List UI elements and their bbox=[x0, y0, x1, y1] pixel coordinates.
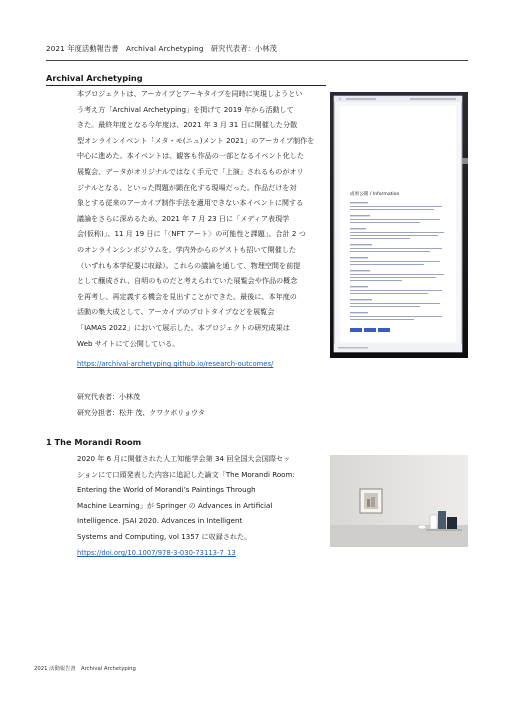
header-divider bbox=[46, 60, 468, 61]
exhibition-photo-illustration bbox=[330, 92, 468, 358]
section-body bbox=[77, 86, 325, 351]
section2-body bbox=[77, 451, 325, 545]
body-line: 議論をさらに深めるため、2021 年 7 月 23 日に「メディア表現学 bbox=[77, 213, 290, 223]
screen-heading: 成果公開 / Information bbox=[350, 192, 400, 197]
representative-text: 研究代表者：小林茂 bbox=[77, 393, 140, 401]
section2-title: 1 The Morandi Room bbox=[46, 437, 142, 447]
exhibition-photo bbox=[330, 92, 468, 358]
body-line: のオンラインシンポジウムを、学内外からのゲストも招いて開催した bbox=[77, 244, 296, 254]
body-line: Machine Learning」が Springer の Advances in Artificial bbox=[77, 500, 273, 510]
body-line: ジナルとなる、といった問題が顕在化する現場だった。作品だけを対 bbox=[77, 182, 297, 192]
body-line: 型オンラインイベント「メタ・モ(ニュ)メント 2021」のアーカイブ制作を bbox=[77, 135, 315, 145]
research-outcomes-link[interactable]: https://archival-archetyping.github.io/research-outcomes/ bbox=[77, 360, 274, 368]
body-line: 中心に進めた。本イベントは、観客も作品の一部となるイベント化した bbox=[77, 151, 304, 161]
body-line: 会(仮称)」、11 月 19 日に「〈NFT アート〉の可能性と課題」、合計 2 つ bbox=[77, 229, 306, 239]
body-line: Web サイトにて公開している。 bbox=[77, 338, 180, 348]
body-line: Entering the World of Morandi’s Paintings Through bbox=[77, 485, 256, 495]
body-line: 活動の集大成として、アーカイブのプロトタイプなどを展覧会 bbox=[77, 307, 275, 317]
body-line: 2020 年 6 月に開催された人工知能学会第 34 回全国大会国際セッ bbox=[77, 454, 291, 463]
body-line: ションにて口頭発表した内容に追記した論文「The Morandi Room: bbox=[77, 469, 295, 479]
page-header: 2021 年度活動報告書 Archival Archetyping 研究代表者：小林茂 bbox=[46, 44, 277, 53]
morandi-room-illustration bbox=[330, 455, 468, 547]
body-line: う考え方「Archival Archetyping」を掲げて 2019 年から活動して bbox=[77, 104, 294, 114]
page-footer: 2021 活動報告書 Archival Archetyping bbox=[34, 666, 136, 672]
body-line: 「IAMAS 2022」において展示した。本プロジェクトの研究成果は bbox=[77, 322, 290, 332]
body-line: 象とする従来のアーカイブ制作手法を適用できない本イベントに関する bbox=[77, 198, 304, 208]
collaborators-text: 研究分担者：松井 茂、クワクボリョウタ bbox=[77, 409, 205, 417]
body-line: きた。最終年度となる今年度は、2021 年 3 月 31 日に開催した分散 bbox=[77, 120, 298, 130]
body-line: Intelligence. JSAI 2020. Advances in Intelligent bbox=[77, 516, 243, 526]
body-line: として醸成され、自明のものだと考えられていた展覧会や作品の概念 bbox=[77, 276, 298, 286]
doi-link[interactable]: https://doi.org/10.1007/978-3-030-73113-7_13 bbox=[77, 549, 236, 557]
section-title: Archival Archetyping bbox=[46, 73, 143, 83]
body-line: 本プロジェクトは、アーカイブとアーキタイプを同時に実現しようとい bbox=[77, 89, 303, 98]
body-line: 展覧会、データがオリジナルではなく手元で「上演」されるものがオリ bbox=[77, 166, 304, 176]
body-line: Systems and Computing, vol 1357 に収録された。 bbox=[77, 531, 252, 541]
body-line: （いずれも本学紀要に収録）。これらの議論を通して、物理空間を前提 bbox=[77, 260, 301, 270]
body-line: を再考し、再定義する機会を見出すことができた。最後に、本年度の bbox=[77, 291, 297, 301]
morandi-room-photo bbox=[330, 455, 468, 547]
